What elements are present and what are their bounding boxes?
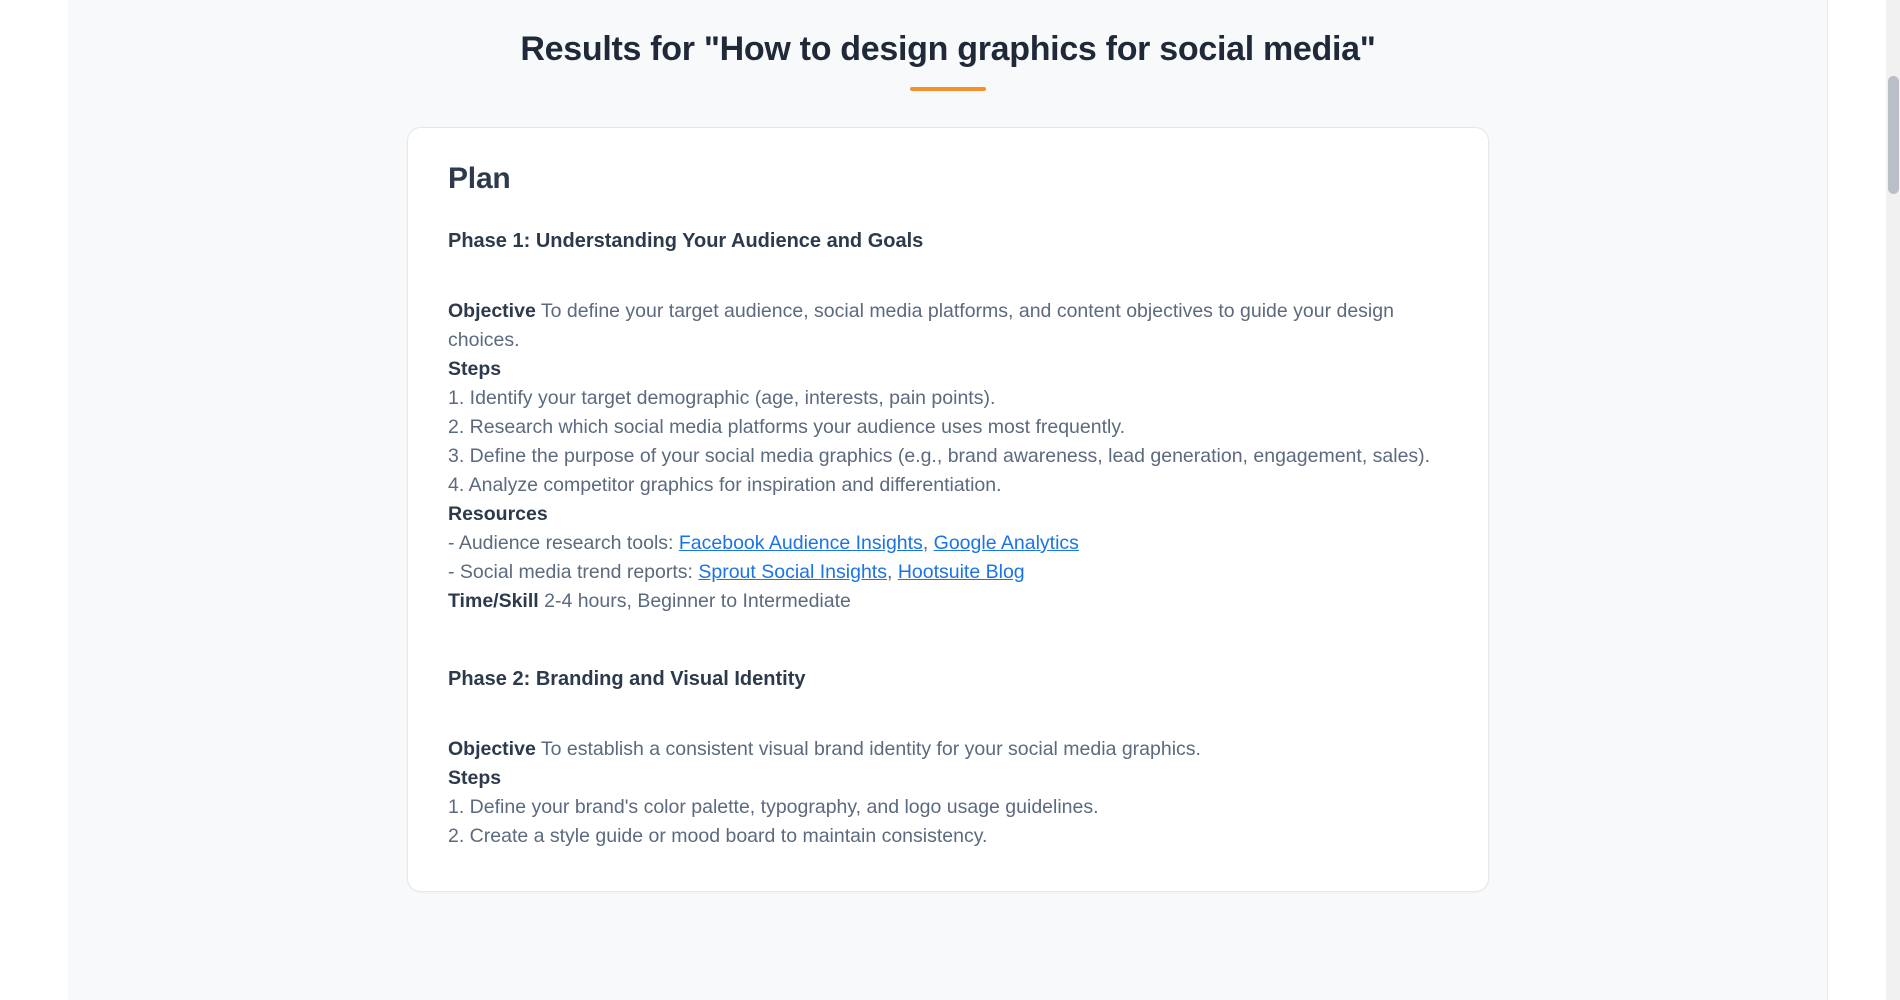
resource-separator: , [922, 532, 934, 554]
steps-label: Steps [448, 767, 502, 789]
resource-link[interactable]: Facebook Audience Insights [678, 532, 923, 554]
resource-separator: , [886, 561, 898, 583]
time-skill-text: 2-4 hours, Beginner to Intermediate [538, 590, 851, 612]
resource-link[interactable]: Google Analytics [933, 532, 1079, 554]
results-content [68, 0, 1828, 892]
viewport-right-edge [1827, 0, 1828, 1000]
step-item: 1. Identify your target demographic (age, interests, pain points). [448, 387, 996, 409]
results-scroll-viewport[interactable] [68, 0, 1828, 1000]
vertical-scrollbar-thumb[interactable] [1888, 76, 1899, 194]
objective-text: To define your target audience, social media platforms, and content objectives to guide your design choices. [448, 300, 1394, 351]
step-item: 4. Analyze competitor graphics for inspiration and differentiation. [448, 474, 1002, 496]
objective-label: Objective [448, 738, 536, 760]
step-item: 2. Research which social media platforms your audience uses most frequently. [448, 416, 1126, 438]
resources-label: Resources [448, 503, 548, 525]
resource-line [448, 529, 1448, 558]
resource-link[interactable]: Hootsuite Blog [897, 561, 1025, 583]
time-skill-line [448, 587, 1448, 616]
plan-card-title: Plan [448, 162, 511, 195]
objective-line [448, 735, 1448, 764]
phase-heading: Phase 1: Understanding Your Audience and Goals [448, 230, 924, 252]
steps-label: Steps [448, 358, 502, 380]
plan-card [407, 127, 1489, 892]
phase-heading: Phase 2: Branding and Visual Identity [448, 668, 806, 690]
resource-prefix: - Audience research tools: [448, 532, 679, 554]
objective-label: Objective [448, 300, 536, 322]
resource-prefix: - Social media trend reports: [448, 561, 699, 583]
phase-block [448, 230, 1448, 616]
resource-link[interactable]: Sprout Social Insights [698, 561, 887, 583]
step-item: 2. Create a style guide or mood board to maintain consistency. [448, 825, 988, 847]
title-underline-accent [910, 87, 986, 91]
time-skill-label: Time/Skill [448, 590, 539, 612]
step-item: 3. Define the purpose of your social media graphics (e.g., brand awareness, lead generation, engagement, sales). [448, 445, 1431, 467]
phase-block [448, 668, 1448, 851]
objective-text: To establish a consistent visual brand identity for your social media graphics. [535, 738, 1201, 760]
page-title: Results for "How to design graphics for social media" [520, 30, 1376, 68]
objective-line [448, 297, 1448, 355]
step-item: 1. Define your brand's color palette, typography, and logo usage guidelines. [448, 796, 1099, 818]
vertical-scrollbar-track[interactable] [1886, 0, 1900, 1000]
resource-line [448, 558, 1448, 587]
